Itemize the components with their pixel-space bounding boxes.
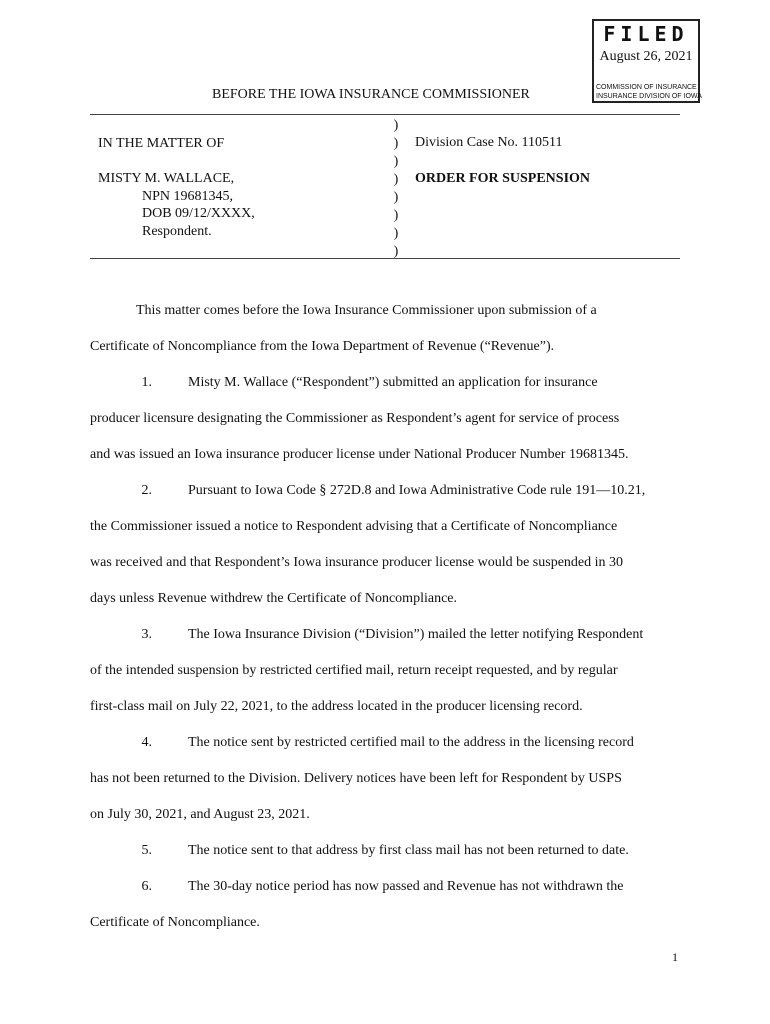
caption-parentheses: ) ) ) ) ) ) ) ) — [393, 118, 399, 259]
caption-parties — [98, 135, 255, 240]
paragraph-line: days unless Revenue withdrew the Certificate of Noncompliance. — [90, 591, 457, 606]
order-title: ORDER FOR SUSPENSION — [415, 171, 591, 186]
paragraph-2 — [90, 473, 682, 509]
paragraph-3 — [90, 617, 682, 653]
paragraph-number: 3. — [141, 627, 152, 642]
paragraph-first-line: The notice sent by restricted certified mail to the address in the licensing record — [188, 735, 634, 750]
stamp-date: August 26, 2021 — [599, 49, 693, 64]
paragraph-line: on July 30, 2021, and August 23, 2021. — [90, 807, 310, 822]
intro-line-2: Certificate of Noncompliance from the Iowa Department of Revenue (“Revenue”). — [90, 339, 555, 354]
paragraph-line: the Commissioner issued a notice to Respondent advising that a Certificate of Noncompliance — [90, 519, 618, 534]
paragraph-line: first-class mail on July 22, 2021, to the address located in the producer licensing record. — [90, 699, 583, 714]
respondent-label: Respondent. — [142, 223, 212, 239]
paragraph-line: was received and that Respondent’s Iowa insurance producer license would be suspended in 30 — [90, 555, 624, 570]
respondent-npn: NPN 19681345, — [142, 188, 234, 204]
paragraph-line: producer licensure designating the Commissioner as Respondent’s agent for service of process — [90, 411, 620, 426]
numbered-paragraphs — [90, 365, 682, 941]
paragraph-first-line: Pursuant to Iowa Code § 272D.8 and Iowa Administrative Code rule 191—10.21, — [188, 483, 646, 498]
document-heading: BEFORE THE IOWA INSURANCE COMMISSIONER — [212, 87, 530, 102]
paragraph-line: and was issued an Iowa insurance producer license under National Producer Number 19681345. — [90, 447, 629, 462]
paragraph-number: 6. — [141, 879, 152, 894]
document-body — [90, 293, 682, 941]
paragraph-number: 5. — [141, 843, 152, 858]
paragraph-first-line: The Iowa Insurance Division (“Division”) mailed the letter notifying Respondent — [188, 627, 644, 642]
respondent-dob: DOB 09/12/XXXX, — [142, 206, 255, 221]
page-number: 1 — [672, 950, 678, 964]
stamp-commission-line: COMMISSION OF INSURANCE — [596, 84, 697, 91]
paragraph-4 — [90, 725, 682, 761]
paragraph-line: has not been returned to the Division. Delivery notices have been left for Respondent by USPS — [90, 771, 622, 786]
paragraph-1 — [90, 365, 682, 401]
paragraph-first-line: Misty M. Wallace (“Respondent”) submitted an application for insurance — [188, 375, 598, 390]
paragraph-number: 1. — [141, 375, 152, 390]
stamp-division-line: INSURANCE DIVISION OF IOWA — [596, 93, 702, 100]
paragraph-number: 2. — [141, 483, 152, 498]
paragraph-first-line: The 30-day notice period has now passed and Revenue has not withdrawn the — [188, 879, 624, 894]
respondent-name: MISTY M. WALLACE, — [98, 171, 235, 186]
caption-bottom-rule — [90, 258, 680, 259]
paragraph-6 — [90, 869, 682, 905]
in-the-matter-label: IN THE MATTER OF — [98, 136, 225, 151]
caption-top-rule — [90, 114, 680, 115]
stamp-filed-text: FILED — [603, 22, 689, 46]
paragraph-5 — [90, 833, 682, 869]
intro-line-1: This matter comes before the Iowa Insurance Commissioner upon submission of a — [136, 303, 597, 318]
paragraph-number: 4. — [141, 735, 152, 750]
paragraph-first-line: The notice sent to that address by first class mail has not been returned to date. — [188, 843, 629, 858]
filed-stamp — [592, 19, 700, 103]
paragraph-line: of the intended suspension by restricted certified mail, return receipt requested, and by regular — [90, 663, 618, 678]
case-number: Division Case No. 110511 — [415, 135, 563, 150]
paragraph-line: Certificate of Noncompliance. — [90, 915, 260, 930]
